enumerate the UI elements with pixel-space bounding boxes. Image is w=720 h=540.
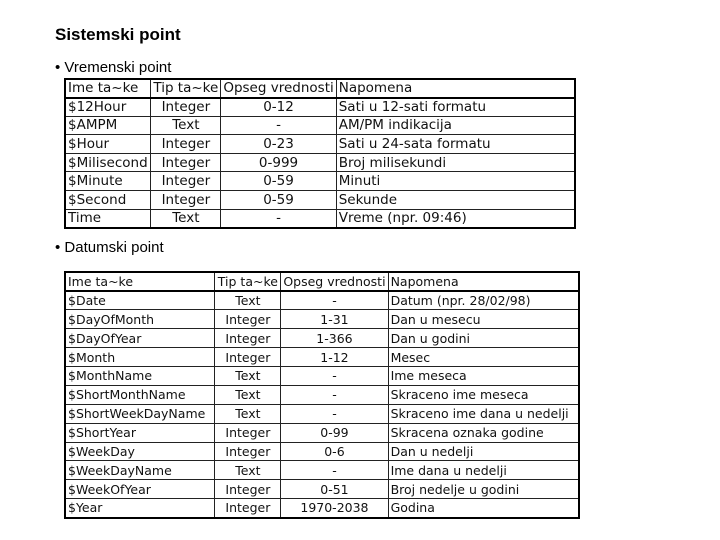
table-row [65,442,579,461]
value-range-cell: - [221,209,336,228]
note-cell: Sati u 24-sata formatu [336,135,575,154]
value-range-cell: 0-999 [221,153,336,172]
point-type-cell: Integer [151,172,221,191]
point-type-cell: Integer [215,329,281,348]
table-row [65,153,575,172]
point-name-cell: $12Hour [65,98,151,117]
value-range-cell: - [221,116,336,135]
value-range-cell: 1-366 [281,329,388,348]
value-range-cell: 0-51 [281,480,388,499]
table-row [65,404,579,423]
table-row [65,329,579,348]
note-cell: Mesec [388,348,579,367]
table-row [65,172,575,191]
table-row [65,291,579,310]
value-range-cell: 0-59 [221,191,336,210]
column-header-note: Napomena [336,79,575,98]
table-row [65,385,579,404]
column-header-range: Opseg vrednosti [281,272,388,291]
column-header-type: Tip ta~ke [151,79,221,98]
table-row [65,480,579,499]
slide-title: Sistemski point [55,25,181,44]
point-type-cell: Text [151,209,221,228]
table-row [65,366,579,385]
table-row [65,310,579,329]
point-name-cell: $DayOfYear [65,329,215,348]
time-section-label: • Vremenski point [55,59,172,76]
point-type-cell: Text [151,116,221,135]
value-range-cell: 1-31 [281,310,388,329]
point-type-cell: Integer [215,480,281,499]
point-type-cell: Text [215,404,281,423]
point-name-cell: $ShortYear [65,423,215,442]
value-range-cell: 1-12 [281,348,388,367]
date-points-table [64,271,580,519]
note-cell: AM/PM indikacija [336,116,575,135]
point-type-cell: Integer [215,310,281,329]
note-cell: Skraceno ime meseca [388,385,579,404]
point-name-cell: $DayOfMonth [65,310,215,329]
point-name-cell: $ShortWeekDayName [65,404,215,423]
value-range-cell: 0-59 [221,172,336,191]
value-range-cell: 0-12 [221,98,336,117]
point-type-cell: Integer [215,348,281,367]
point-name-cell: $Hour [65,135,151,154]
note-cell: Skracena oznaka godine [388,423,579,442]
point-type-cell: Integer [151,191,221,210]
value-range-cell: - [281,366,388,385]
point-name-cell: $WeekDay [65,442,215,461]
table-row [65,461,579,480]
point-name-cell: $Second [65,191,151,210]
note-cell: Datum (npr. 28/02/98) [388,291,579,310]
table-header-row [65,272,579,291]
table-row [65,191,575,210]
note-cell: Godina [388,499,579,518]
point-type-cell: Text [215,291,281,310]
note-cell: Ime dana u nedelji [388,461,579,480]
point-name-cell: Time [65,209,151,228]
column-header-name: Ime ta~ke [65,79,151,98]
point-name-cell: $AMPM [65,116,151,135]
point-name-cell: $ShortMonthName [65,385,215,404]
note-cell: Dan u mesecu [388,310,579,329]
value-range-cell: 1970-2038 [281,499,388,518]
point-type-cell: Integer [151,135,221,154]
table-row [65,209,575,228]
time-points-table [64,78,576,229]
note-cell: Minuti [336,172,575,191]
table-row [65,423,579,442]
point-name-cell: $MonthName [65,366,215,385]
table-row [65,348,579,367]
point-name-cell: $WeekDayName [65,461,215,480]
point-type-cell: Integer [151,153,221,172]
table-header-row [65,79,575,98]
note-cell: Ime meseca [388,366,579,385]
table-row [65,98,575,117]
point-name-cell: $Date [65,291,215,310]
table-row [65,116,575,135]
point-type-cell: Integer [215,423,281,442]
note-cell: Vreme (npr. 09:46) [336,209,575,228]
column-header-note: Napomena [388,272,579,291]
note-cell: Dan u nedelji [388,442,579,461]
value-range-cell: 0-23 [221,135,336,154]
column-header-type: Tip ta~ke [215,272,281,291]
table-row [65,135,575,154]
point-name-cell: $WeekOfYear [65,480,215,499]
note-cell: Broj nedelje u godini [388,480,579,499]
column-header-range: Opseg vrednosti [221,79,336,98]
note-cell: Sati u 12-sati formatu [336,98,575,117]
value-range-cell: - [281,461,388,480]
note-cell: Sekunde [336,191,575,210]
note-cell: Dan u godini [388,329,579,348]
value-range-cell: 0-6 [281,442,388,461]
date-section-label: • Datumski point [55,239,164,256]
value-range-cell: - [281,404,388,423]
column-header-name: Ime ta~ke [65,272,215,291]
value-range-cell: 0-99 [281,423,388,442]
note-cell: Skraceno ime dana u nedelji [388,404,579,423]
point-name-cell: $Year [65,499,215,518]
point-type-cell: Text [215,366,281,385]
value-range-cell: - [281,291,388,310]
point-name-cell: $Minute [65,172,151,191]
note-cell: Broj milisekundi [336,153,575,172]
point-type-cell: Integer [151,98,221,117]
point-type-cell: Integer [215,442,281,461]
point-type-cell: Text [215,461,281,480]
table-row [65,499,579,518]
point-type-cell: Text [215,385,281,404]
point-name-cell: $Month [65,348,215,367]
value-range-cell: - [281,385,388,404]
point-type-cell: Integer [215,499,281,518]
point-name-cell: $Milisecond [65,153,151,172]
